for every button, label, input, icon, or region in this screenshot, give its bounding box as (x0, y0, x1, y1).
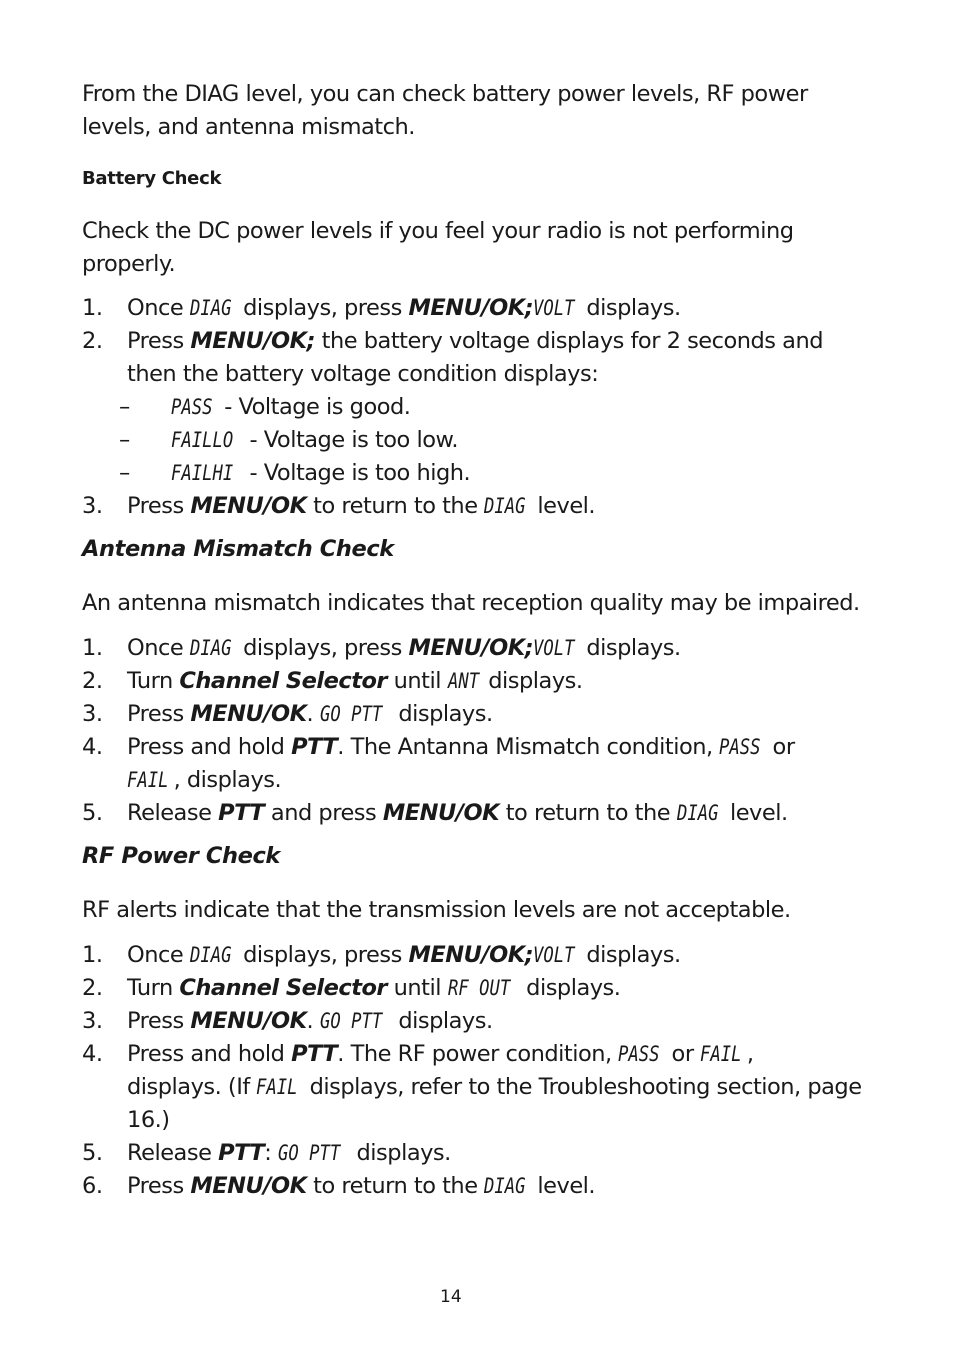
list-item: 2. Turn Channel Selector until RF OUT displays. (82, 972, 872, 1005)
command-text: Channel Selector (179, 668, 387, 694)
lcd-text: VOLT (533, 943, 575, 967)
lcd-text: DIAG (484, 494, 526, 518)
lcd-text: RF OUT (447, 976, 510, 1000)
lcd-text: FAILHI (171, 461, 234, 485)
lcd-text: FAIL (700, 1042, 742, 1066)
rf-power-heading: RF Power Check (82, 843, 280, 869)
antenna-mismatch-heading: Antenna Mismatch Check (82, 536, 394, 562)
list-item: 4. Press and hold PTT. The Antanna Mismatch condition, PASS or FAIL , displays. (82, 731, 872, 797)
rf-power-description: RF alerts indicate that the transmission levels are not acceptable. (82, 897, 791, 923)
command-text: MENU/OK; (408, 942, 534, 968)
command-text: MENU/OK (382, 800, 500, 826)
lcd-text: FAIL (256, 1075, 298, 1099)
lcd-text: FAIL (127, 768, 169, 792)
command-text: MENU/OK (190, 493, 307, 519)
command-text: PTT (218, 800, 265, 826)
lcd-text: ANT (447, 669, 479, 693)
command-text: PTT (291, 734, 338, 760)
lcd-text: GO PTT (319, 702, 383, 726)
list-item: 1. Once DIAG displays, press MENU/OK;VOLT displays. (82, 939, 872, 972)
sub-list-item: – FAILHI - Voltage is too high. (82, 457, 872, 490)
lcd-text: VOLT (533, 296, 575, 320)
command-text: Channel Selector (179, 975, 387, 1001)
lcd-text: DIAG (484, 1174, 526, 1198)
list-item: 4. Press and hold PTT. The RF power condition, PASS or FAIL , displays. (If FAIL displays, refer to the Troubleshooting section, page 16.) (82, 1038, 872, 1137)
command-text: PTT (218, 1140, 265, 1166)
antenna-mismatch-steps (82, 632, 872, 830)
list-item: 2. Turn Channel Selector until ANT displays. (82, 665, 872, 698)
list-item: 1. Once DIAG displays, press MENU/OK;VOLT displays. (82, 292, 872, 325)
command-text: MENU/OK (190, 1173, 307, 1199)
list-item: 2. Press MENU/OK; the battery voltage displays for 2 seconds and then the battery voltage condition displays: (82, 328, 824, 387)
battery-check-steps (82, 292, 872, 523)
list-item: 3. Press MENU/OK. GO PTT displays. (82, 698, 872, 731)
list-item: 5. Release PTT and press MENU/OK to return to the DIAG level. (82, 797, 872, 830)
battery-check-description: Check the DC power levels if you feel your radio is not performing properly. (82, 218, 794, 277)
lcd-text: DIAG (189, 296, 232, 320)
intro-paragraph: From the DIAG level, you can check battery power levels, RF power levels, and antenna mismatch. (82, 81, 808, 140)
command-text: PTT (291, 1041, 338, 1067)
list-item: 5. Release PTT: GO PTT displays. (82, 1137, 872, 1170)
lcd-text: DIAG (676, 801, 719, 825)
rf-power-steps (82, 939, 872, 1203)
lcd-text: PASS (171, 395, 213, 419)
command-text: MENU/OK; (408, 635, 534, 661)
list-item: 3. Press MENU/OK. GO PTT displays. (82, 1005, 872, 1038)
list-item: 6. Press MENU/OK to return to the DIAG level. (82, 1170, 872, 1203)
lcd-text: FAILLO (171, 428, 234, 452)
command-text: MENU/OK; (190, 328, 316, 354)
lcd-text: PASS (618, 1042, 660, 1066)
lcd-text: DIAG (189, 943, 232, 967)
command-text: MENU/OK (190, 701, 307, 727)
lcd-text: GO PTT (319, 1009, 383, 1033)
list-item: 1. Once DIAG displays, press MENU/OK;VOLT displays. (82, 632, 872, 665)
sub-list-item: – PASS - Voltage is good. (82, 391, 872, 424)
sub-list-item: – FAILLO - Voltage is too low. (82, 424, 872, 457)
battery-check-heading: Battery Check (82, 168, 222, 189)
lcd-text: GO PTT (278, 1141, 341, 1165)
lcd-text: VOLT (533, 636, 575, 660)
antenna-mismatch-description: An antenna mismatch indicates that reception quality may be impaired. (82, 590, 860, 616)
list-item: 3. Press MENU/OK to return to the DIAG level. (82, 490, 872, 523)
lcd-text: PASS (719, 735, 761, 759)
lcd-text: DIAG (189, 636, 232, 660)
command-text: MENU/OK (190, 1008, 307, 1034)
command-text: MENU/OK; (408, 295, 534, 321)
page-number: 14 (440, 1287, 462, 1307)
